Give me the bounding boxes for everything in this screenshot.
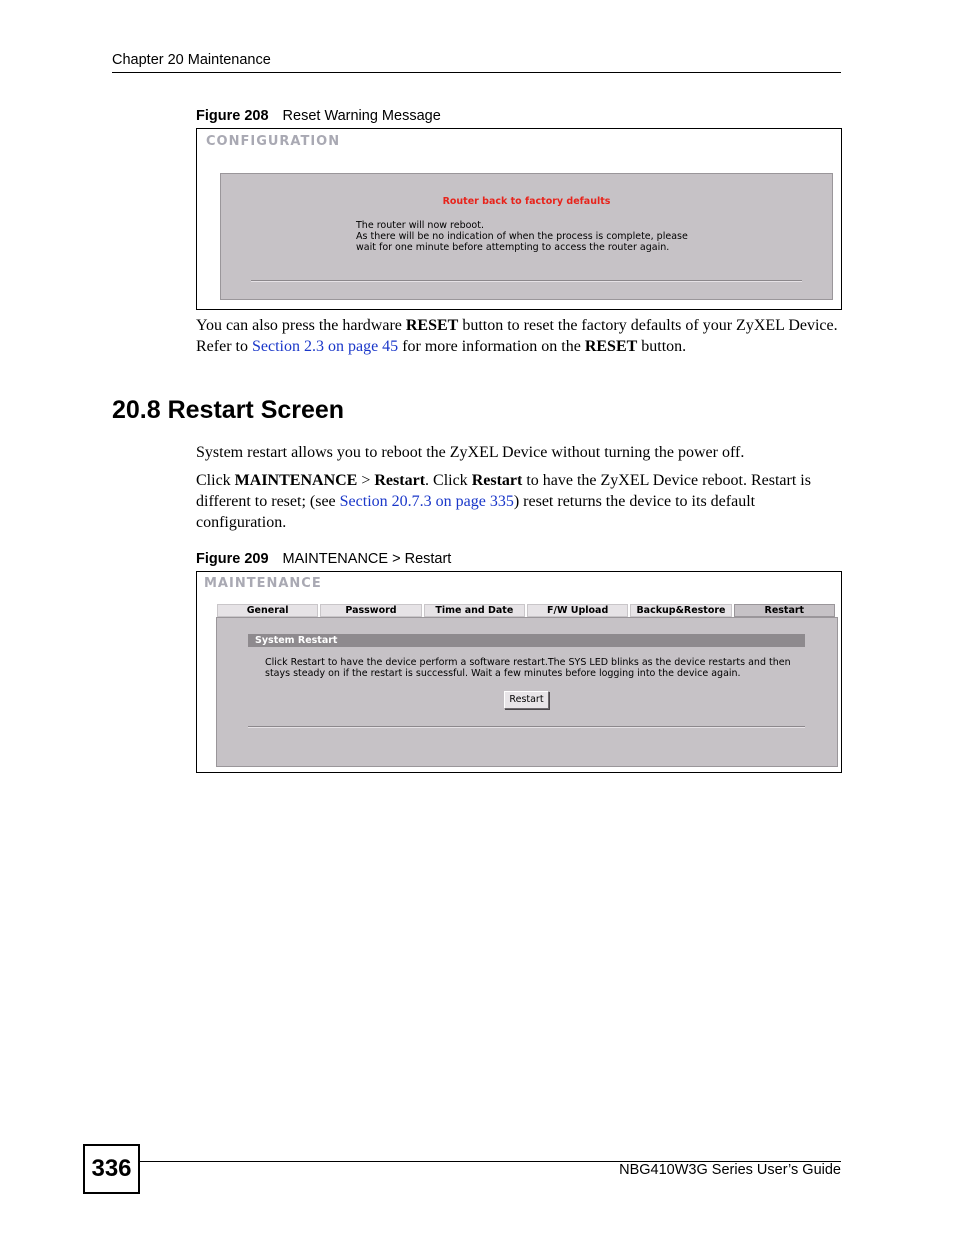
- system-restart-header: System Restart: [248, 634, 805, 647]
- maintenance-keyword: MAINTENANCE: [234, 472, 358, 489]
- maintenance-tabs: [217, 604, 835, 617]
- reset-message-line: As there will be no indication of when the process is complete, please: [356, 231, 688, 242]
- restart-keyword: Restart: [471, 472, 523, 489]
- restart-instructions: [196, 470, 842, 533]
- text: You can also press the hardware: [196, 317, 406, 334]
- text: Click: [196, 472, 235, 489]
- figure-208-label: Figure 208: [196, 108, 269, 124]
- text: . Click: [425, 472, 472, 489]
- figure-209-label: Figure 209: [196, 551, 269, 567]
- reset-message-line: wait for one minute before attempting to access the router again.: [356, 242, 670, 253]
- section-heading: 20.8 Restart Screen: [112, 396, 345, 424]
- configuration-title: CONFIGURATION: [206, 134, 341, 149]
- tab-backup-restore[interactable]: Backup&Restore: [630, 604, 731, 617]
- tab-general[interactable]: General: [217, 604, 318, 617]
- figure-208-screenshot: [196, 128, 842, 310]
- page-number: 336: [83, 1144, 140, 1194]
- reset-warning-title: Router back to factory defaults: [442, 196, 611, 207]
- restart-panel: [216, 617, 838, 767]
- text: button.: [637, 338, 687, 355]
- tab-restart[interactable]: Restart: [734, 604, 835, 617]
- restart-button[interactable]: Restart: [504, 691, 549, 709]
- reset-message-line: The router will now reboot.: [356, 220, 484, 231]
- restart-keyword: Restart: [374, 472, 426, 489]
- reset-keyword: RESET: [584, 338, 638, 355]
- tab-time-and-date[interactable]: Time and Date: [424, 604, 525, 617]
- restart-body: [196, 442, 842, 540]
- restart-description: Click Restart to have the device perform a software restart.The SYS LED blinks as the device restarts and then stays steady on if the restart is successful. Wait a few minutes before logging into the device again.: [265, 657, 791, 679]
- reset-paragraph: [196, 315, 842, 357]
- figure-208-caption: [196, 108, 441, 124]
- reset-keyword: RESET: [405, 317, 459, 334]
- text: to have the ZyXEL Device reboot. Restart is different to reset; (see: [196, 472, 811, 510]
- figure-209-screenshot: [196, 571, 842, 773]
- section-link[interactable]: Section 20.7.3 on page 335: [339, 493, 514, 510]
- footer-guide-title: NBG410W3G Series User’s Guide: [619, 1162, 841, 1178]
- chapter-header: Chapter 20 Maintenance: [112, 52, 271, 68]
- tab-fw-upload[interactable]: F/W Upload: [527, 604, 628, 617]
- panel-divider: [248, 726, 805, 728]
- restart-intro: System restart allows you to reboot the ZyXEL Device without turning the power off.: [196, 444, 745, 461]
- reset-warning-message: [356, 220, 688, 253]
- section-link[interactable]: Section 2.3 on page 45: [251, 338, 399, 355]
- panel-divider: [251, 280, 802, 282]
- text: button to reset the factory defaults of your ZyXEL Device. Refer to: [196, 317, 838, 355]
- header-rule: [112, 72, 841, 73]
- text: >: [357, 472, 375, 489]
- figure-209-caption: [196, 551, 451, 567]
- text: for more information on the: [398, 338, 585, 355]
- figure-208-title: Reset Warning Message: [282, 108, 441, 124]
- tab-password[interactable]: Password: [320, 604, 421, 617]
- maintenance-title: MAINTENANCE: [204, 576, 322, 591]
- reset-warning-panel: [220, 173, 833, 300]
- figure-209-title: MAINTENANCE > Restart: [282, 551, 452, 567]
- text: ) reset returns the device to its default configuration.: [196, 493, 756, 531]
